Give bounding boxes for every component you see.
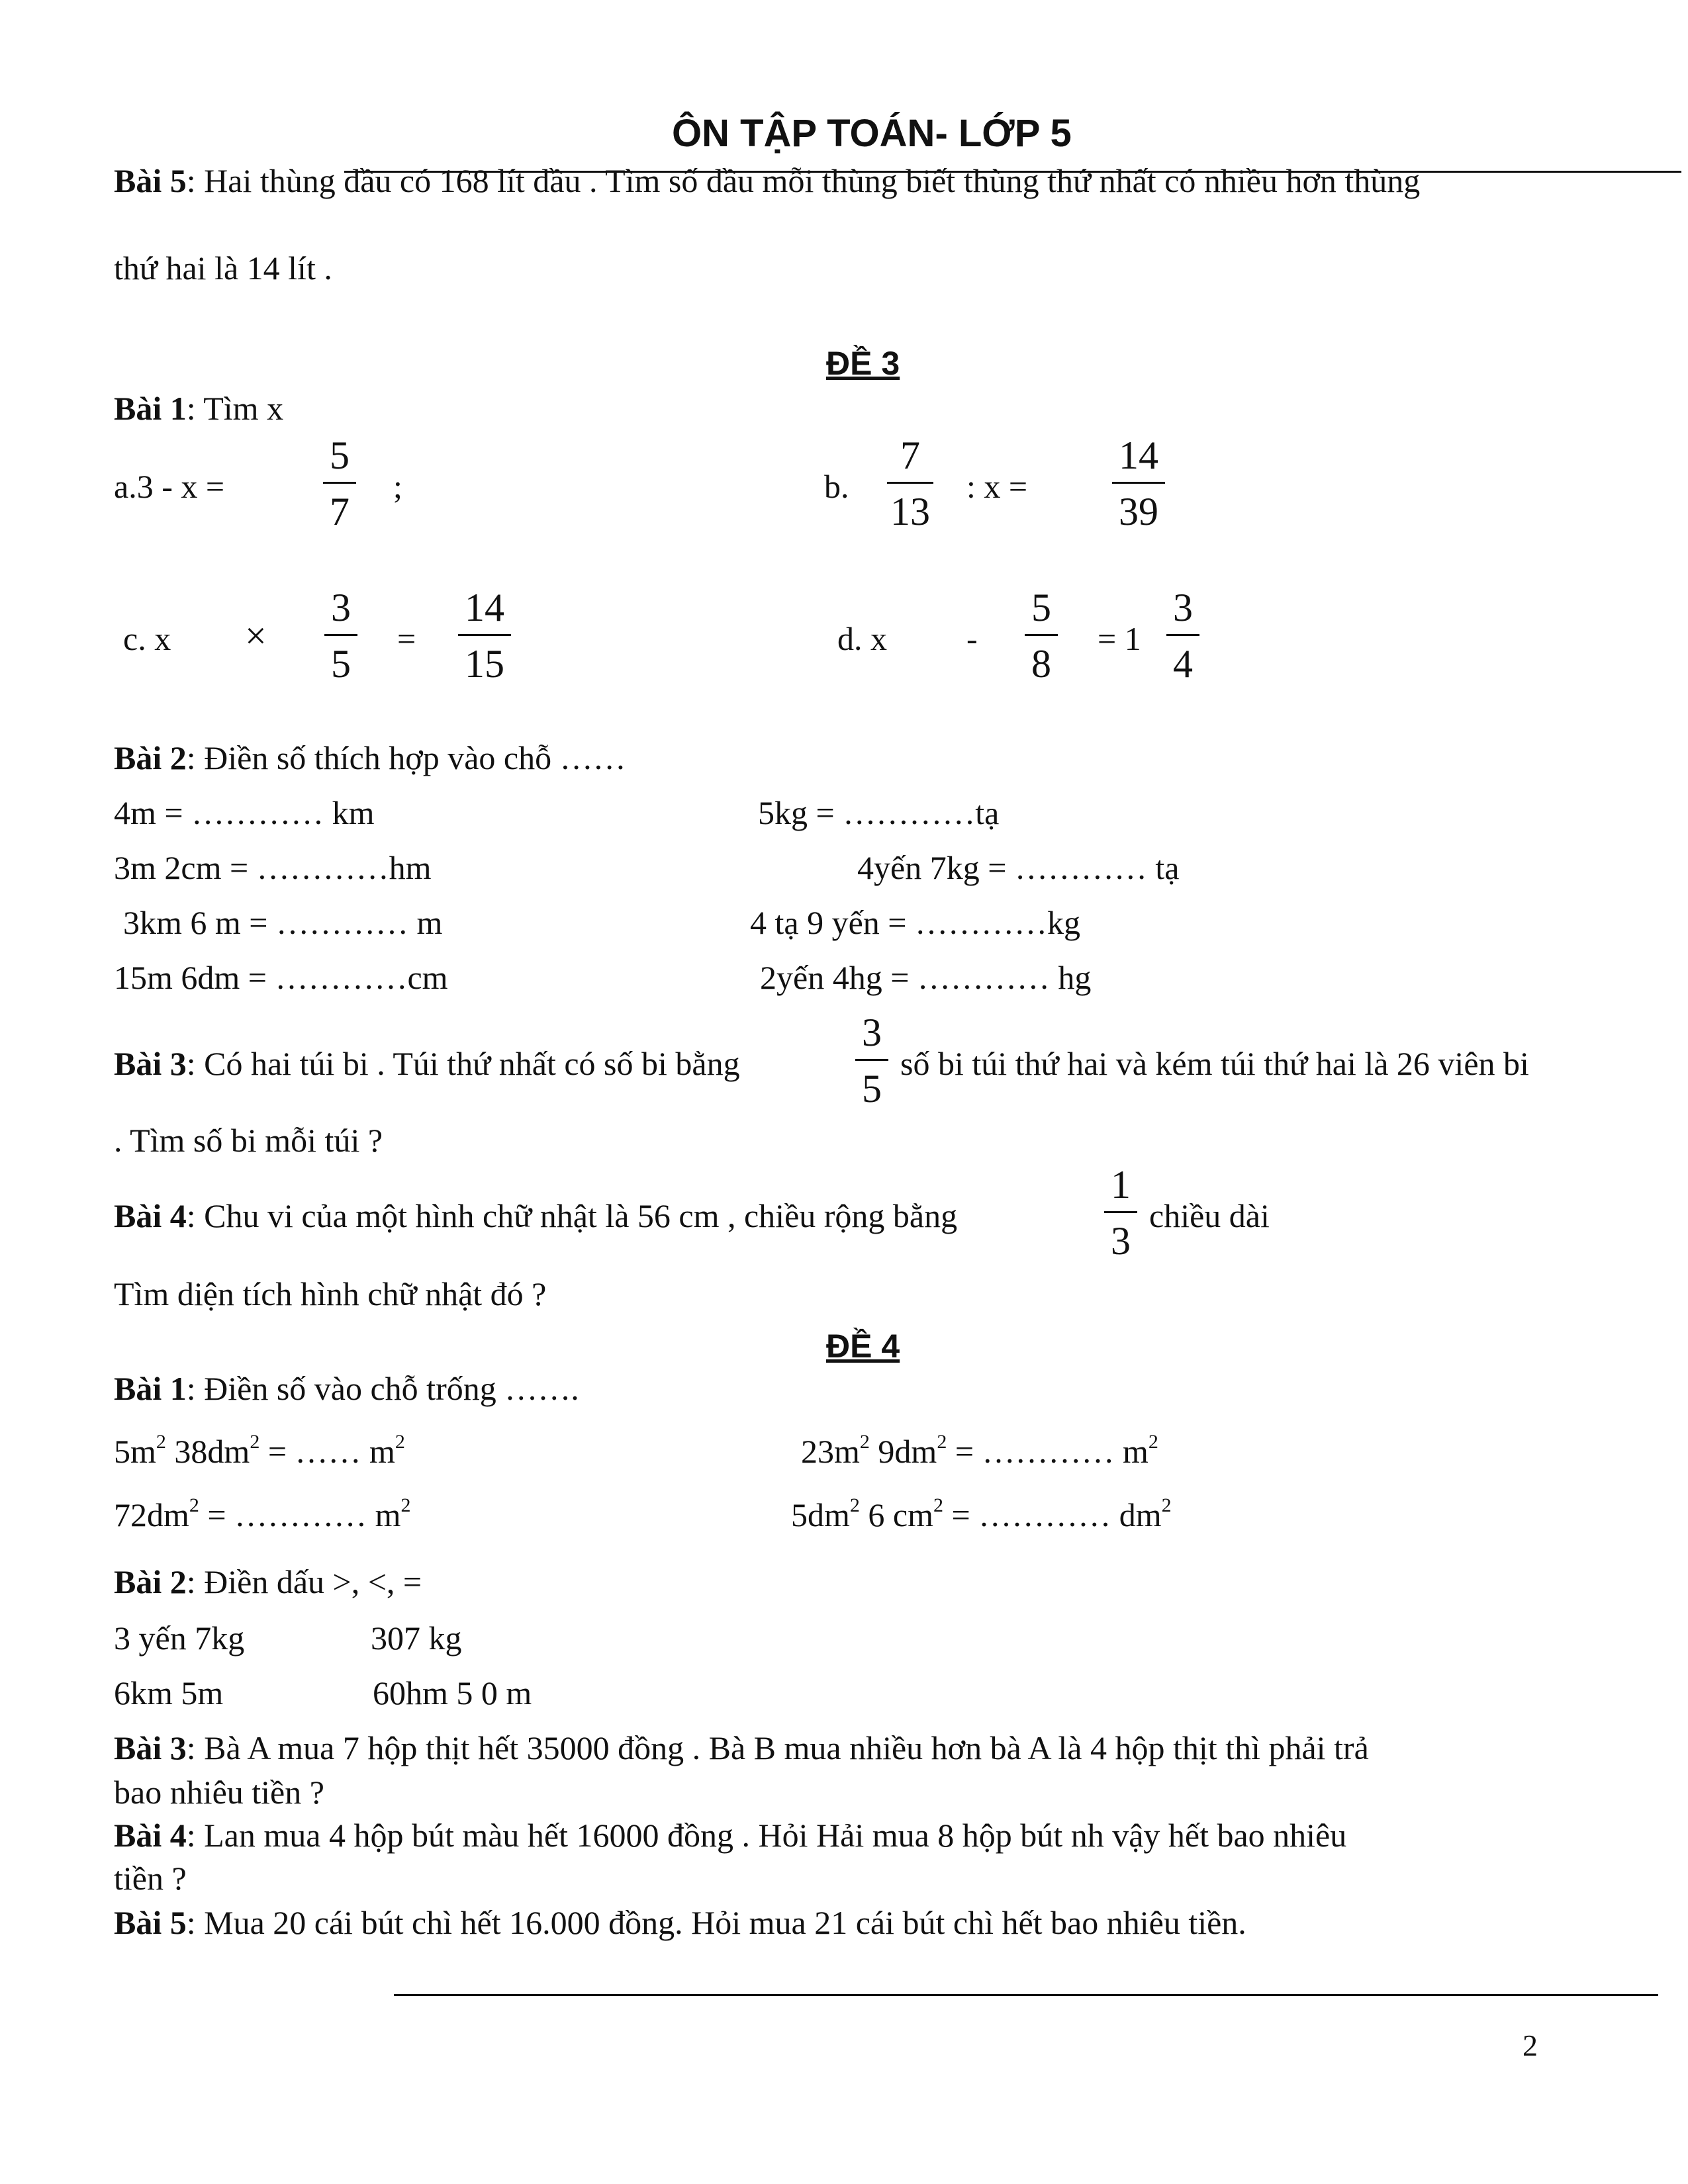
de3-bai2-right-4: 2yến 4hg = ………… hg xyxy=(760,959,1092,996)
de4-bai2-title: Bài 2: Điền dấu >, <, = xyxy=(114,1563,422,1600)
de3-bai3-line2: . Tìm số bi mỗi túi ? xyxy=(114,1122,383,1159)
bai5-top-line1: Bài 5: Hai thùng dầu có 168 lít dầu . Tìm số dầu mỗi thùng biết thùng thứ nhất có nhiều hơn thùng xyxy=(114,162,1421,199)
de3-bai4-line1b: chiều dài xyxy=(1149,1197,1270,1234)
de3-bai1-title: Bài 1: Tìm x xyxy=(114,390,284,427)
de3-bai1-a-fraction xyxy=(323,435,356,531)
section-heading-de4: ĐỀ 4 xyxy=(826,1328,900,1365)
de3-bai2-right-3: 4 tạ 9 yến = …………kg xyxy=(750,904,1080,941)
de3-bai4-line2: Tìm diện tích hình chữ nhật đó ? xyxy=(114,1275,547,1312)
de3-bai3-line1b: số bi túi thứ hai và kém túi thứ hai là 26 viên bi xyxy=(900,1045,1529,1082)
de3-bai1-d-op: - xyxy=(966,620,978,657)
page-number: 2 xyxy=(1523,2028,1538,2062)
de3-bai1-c-fraction2: 14 15 xyxy=(458,588,511,684)
de3-bai2-title: Bài 2: Điền số thích hợp vào chỗ …… xyxy=(114,739,626,776)
de3-bai2-left-2: 3m 2cm = …………hm xyxy=(114,849,432,886)
de3-bai1-b-fraction1: 7 13 xyxy=(887,435,933,531)
bai5-top-line2: thứ hai là 14 lít . xyxy=(114,250,332,287)
de4-bai2-row2-left: 6km 5m xyxy=(114,1674,224,1711)
de3-bai1-c-fraction1: 3 5 xyxy=(324,588,357,684)
de3-bai1-a-suffix: ; xyxy=(393,468,402,505)
de3-bai1-d-eq: = 1 xyxy=(1098,620,1141,657)
de4-bai1-row2-left: $72dm^2$ = ………… $m^2$ xyxy=(114,1494,411,1533)
de3-bai2-right-2: 4yến 7kg = ………… tạ xyxy=(857,849,1180,886)
footer-rule xyxy=(394,1994,1658,1996)
times-sign: × xyxy=(245,614,267,657)
de4-bai5-line: Bài 5: Mua 20 cái bút chì hết 16.000 đồng. Hỏi mua 21 cái bút chì hết bao nhiêu tiền. xyxy=(114,1904,1246,1941)
de4-bai3-line2: bao nhiêu tiền ? xyxy=(114,1774,324,1811)
de4-bai2-row1-left: 3 yến 7kg xyxy=(114,1619,245,1657)
de3-bai1-a-prefix: a.3 - x = xyxy=(114,468,225,505)
de3-bai3-fraction: 3 5 xyxy=(855,1013,888,1109)
de3-bai1-d-fraction: 5 8 xyxy=(1025,588,1058,684)
de3-bai3-line1a: Bài 3: Có hai túi bi . Túi thứ nhất có số bi bằng xyxy=(114,1045,740,1082)
de3-bai2-left-1: 4m = ………… km xyxy=(114,794,375,831)
de3-bai1-b-mid: : x = xyxy=(966,468,1028,505)
de4-bai1-title: Bài 1: Điền số vào chỗ trống ……. xyxy=(114,1370,579,1407)
de4-bai4-line1: Bài 4: Lan mua 4 hộp bút màu hết 16000 đồng . Hỏi Hải mua 8 hộp bút nh vậy hết bao nhiêu xyxy=(114,1817,1347,1854)
de3-bai1-b-fraction2: 14 39 xyxy=(1112,435,1165,531)
de3-bai1-b-prefix: b. xyxy=(824,468,849,505)
de3-bai1-c-prefix: c. x xyxy=(123,620,171,657)
de4-bai2-row1-right: 307 kg xyxy=(371,1619,462,1657)
de4-bai2-row2-right: 60hm 5 0 m xyxy=(373,1674,532,1711)
denominator: 7 xyxy=(330,490,350,533)
de3-bai2-left-3: 3km 6 m = ………… m xyxy=(123,904,443,941)
de3-bai2-right-1: 5kg = …………tạ xyxy=(758,794,1000,831)
page-title: ÔN TẬP TOÁN- LỚP 5 xyxy=(672,112,1072,155)
de3-bai1-d-prefix: d. x xyxy=(837,620,887,657)
section-heading-de3: ĐỀ 3 xyxy=(826,345,900,382)
de3-bai1-c-eq: = xyxy=(397,620,416,657)
de3-bai4-fraction: 1 3 xyxy=(1104,1165,1137,1261)
de3-bai2-left-4: 15m 6dm = …………cm xyxy=(114,959,448,996)
de4-bai1-row1-left: $5m^2$ $38dm^2$ = …… $m^2$ xyxy=(114,1431,405,1470)
de4-bai4-line2: tiền ? xyxy=(114,1860,187,1897)
numerator: 5 xyxy=(330,433,350,477)
de3-bai1-d-fraction2: 3 4 xyxy=(1166,588,1199,684)
de4-bai3-line1: Bài 3: Bà A mua 7 hộp thịt hết 35000 đồng . Bà B mua nhiều hơn bà A là 4 hộp thịt thì phải trả xyxy=(114,1729,1369,1766)
de4-bai1-row2-right: $5dm^2$ 6 $cm^2$ = ………… $dm^2$ xyxy=(791,1494,1172,1533)
de3-bai4-line1a: Bài 4: Chu vi của một hình chữ nhật là 56 cm , chiều rộng bằng xyxy=(114,1197,958,1234)
de4-bai1-row1-right: $23m^2$ $9dm^2$ = ………… $m^2$ xyxy=(801,1431,1158,1470)
